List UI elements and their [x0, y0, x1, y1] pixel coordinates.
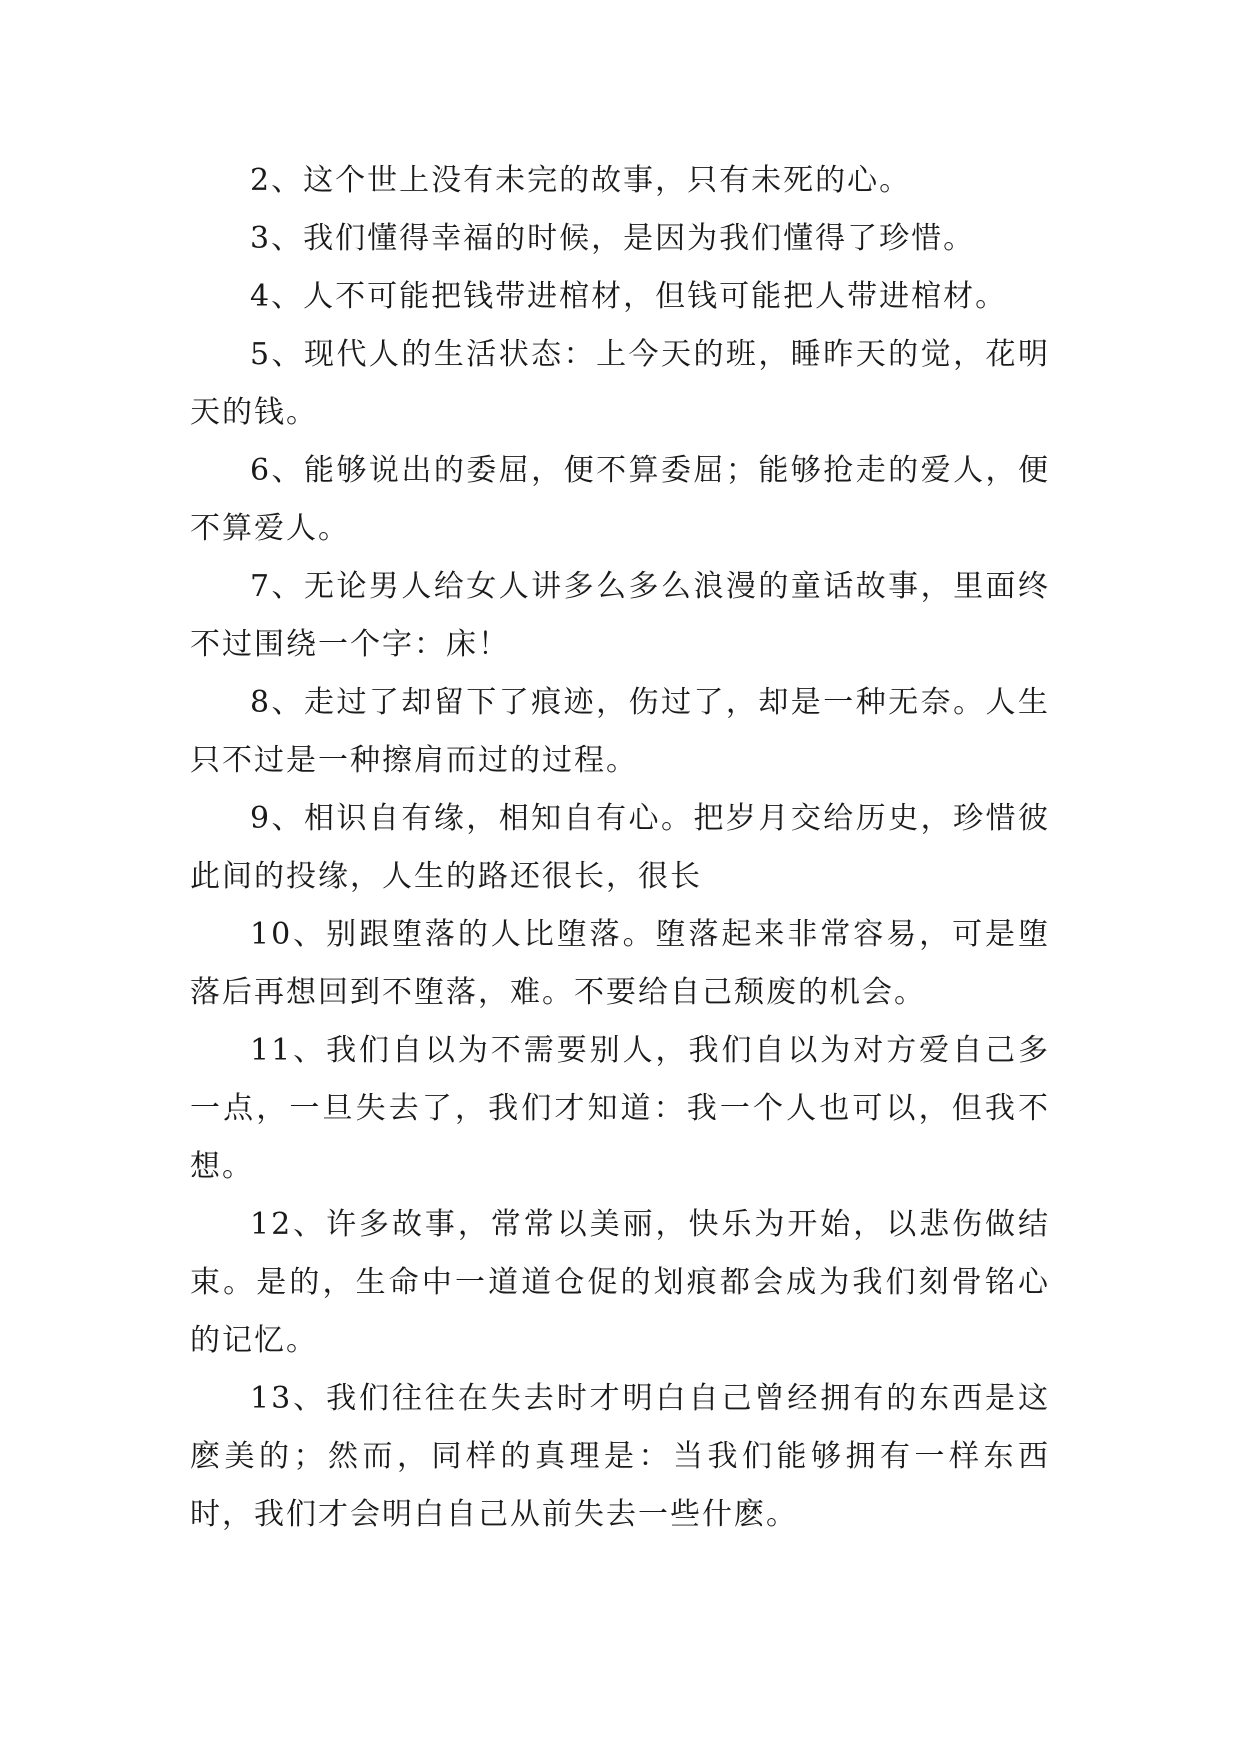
paragraph-12: 12、许多故事，常常以美丽，快乐为开始，以悲伤做结束。是的，生命中一道道仓促的划痕都会成为我们刻骨铭心的记忆。 [190, 1207, 1050, 1358]
document-body [190, 152, 1050, 1544]
paragraph-13: 13、我们往往在失去时才明白自己曾经拥有的东西是这麽美的；然而，同样的真理是：当我们能够拥有一样东西时，我们才会明白自己从前失去一些什麽。 [190, 1381, 1050, 1532]
paragraph-11: 11、我们自以为不需要别人，我们自以为对方爱自己多一点，一旦失去了，我们才知道：我一个人也可以，但我不想。 [190, 1033, 1050, 1184]
paragraph-4: 4、人不可能把钱带进棺材，但钱可能把人带进棺材。 [250, 279, 1008, 314]
paragraph-10: 10、别跟堕落的人比堕落。堕落起来非常容易，可是堕落后再想回到不堕落，难。不要给自己颓废的机会。 [190, 917, 1050, 1010]
paragraph-7: 7、无论男人给女人讲多么多么浪漫的童话故事，里面终不过围绕一个字：床！ [190, 569, 1050, 662]
paragraph-8: 8、走过了却留下了痕迹，伤过了，却是一种无奈。人生只不过是一种擦肩而过的过程。 [190, 685, 1050, 778]
paragraph-5: 5、现代人的生活状态：上今天的班，睡昨天的觉，花明天的钱。 [190, 337, 1050, 430]
paragraph-2: 2、这个世上没有未完的故事，只有未死的心。 [250, 163, 912, 198]
paragraph-3: 3、我们懂得幸福的时候，是因为我们懂得了珍惜。 [250, 221, 976, 256]
paragraph-9: 9、相识自有缘，相知自有心。把岁月交给历史，珍惜彼此间的投缘，人生的路还很长，很长 [190, 801, 1050, 894]
paragraph-6: 6、能够说出的委屈，便不算委屈；能够抢走的爱人，便不算爱人。 [190, 453, 1050, 546]
